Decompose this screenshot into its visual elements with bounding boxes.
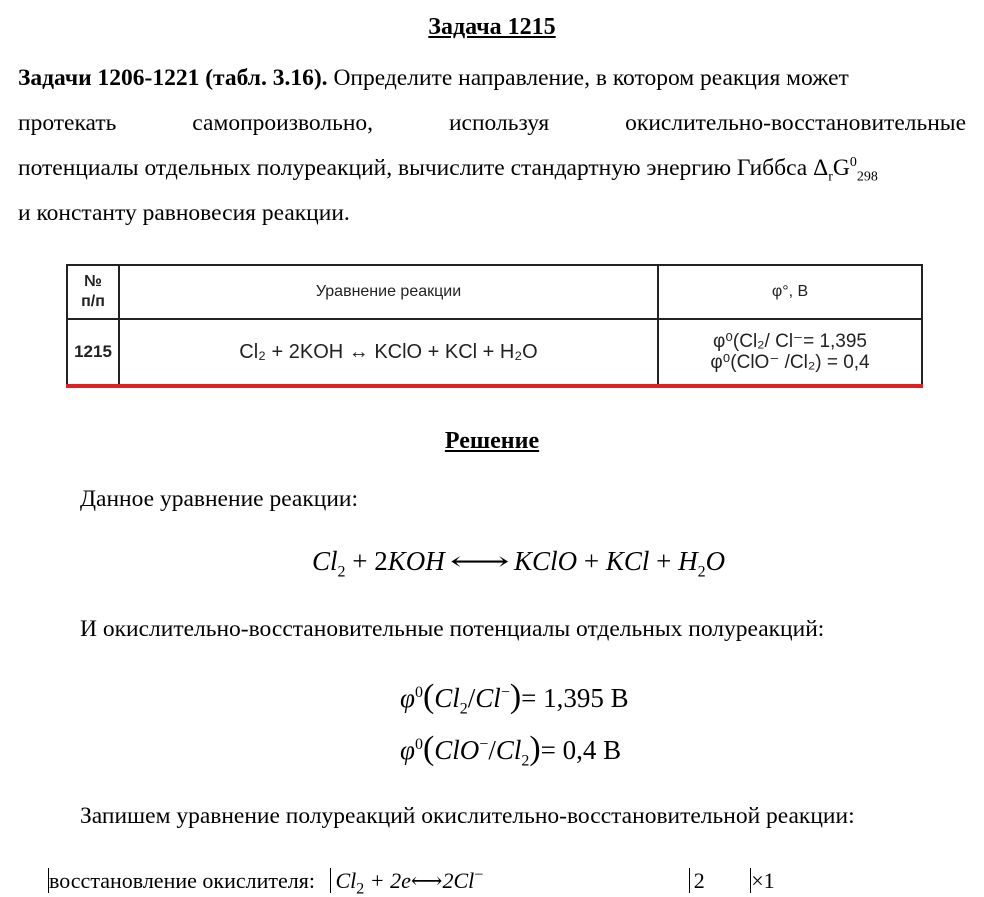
potentials-label: И окислительно-восстановительные потенциалы отдельных полуреакций: (80, 616, 825, 642)
task-statement (18, 56, 966, 236)
intro-line-2: протекать самопроизвольно, используя окислительно-восстановительные (18, 110, 966, 136)
half-equation: $Cl_2$ + 2e⟷2Cl− (330, 868, 483, 893)
row-number: 1215 (67, 319, 119, 385)
half-reaction-row (48, 866, 775, 897)
electron-count: 2 (689, 868, 705, 893)
intro-line-1: Задачи 1206-1221 (табл. 3.16). Определите направление, в котором реакция может (18, 65, 849, 91)
header-number: № п/п (67, 265, 119, 319)
given-label: Данное уравнение реакции: (80, 486, 359, 512)
problem-table (66, 264, 923, 386)
potential-1: $\varphi^0(Cl_2/Cl^-)= 1,395$ В (400, 678, 629, 718)
red-underline (66, 384, 923, 388)
row-potentials: φ⁰(Cl₂/ Cl⁻= 1,395 φ⁰(ClO⁻ /Cl₂) = 0,4 (658, 319, 922, 385)
reversible-arrow-icon: ⟷ (449, 547, 510, 576)
reaction-equation: $Cl_2 + 2KOH$ ⟷ KClO + KCl + $H_2O$ (312, 546, 726, 581)
intro-line-3: потенциалы отдельных полуреакций, вычислите стандартную энергию Гиббса $\Delta_rG^0_{298}$ (18, 155, 878, 185)
task-range: Задачи 1206-1221 (табл. 3.16). (18, 65, 328, 91)
page-title: Задача 1215 (428, 14, 556, 40)
half-reactions-label: Запишем уравнение полуреакций окислительно-восстановительной реакции: (80, 803, 855, 829)
solution-heading: Решение (444, 428, 540, 454)
row-label: восстановление окислителя: (49, 868, 315, 893)
header-equation: Уравнение реакции (119, 265, 658, 319)
table-header-row (67, 265, 922, 319)
table-row (67, 319, 922, 385)
header-potential: φ°, В (658, 265, 922, 319)
intro-line-4: и константу равновесия реакции. (18, 200, 350, 226)
row-equation: Cl₂ + 2KOH ↔ KClO + KCl + H₂O (119, 319, 658, 385)
potential-2: $\varphi^0(ClO^-/Cl_2)= 0,4$ В (400, 730, 622, 770)
multiplier: ×1 (751, 868, 775, 893)
